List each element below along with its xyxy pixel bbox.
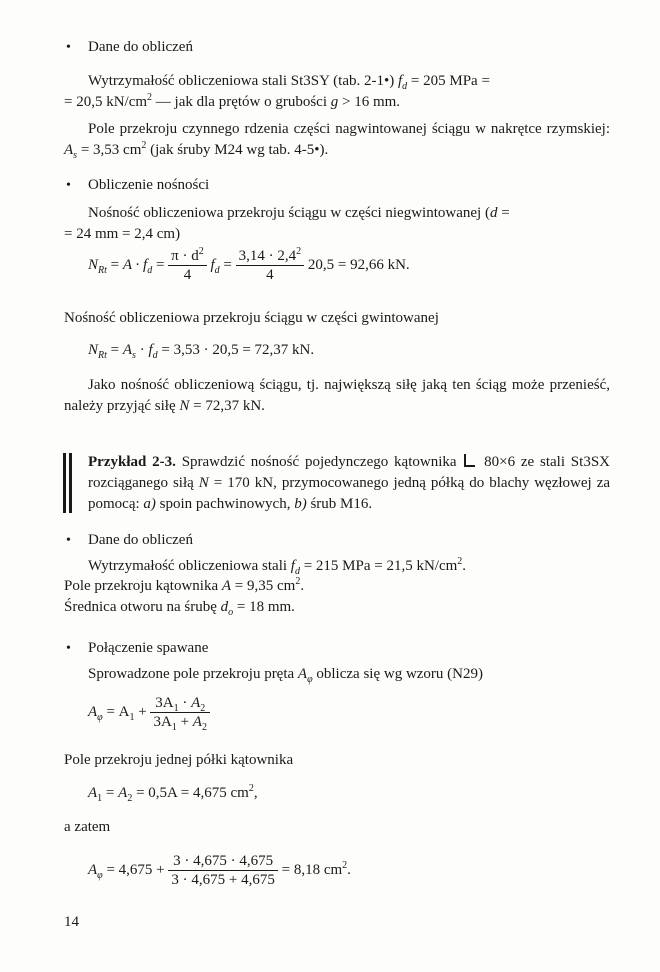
section-heading-dane-1: Dane do obliczeń (88, 39, 193, 55)
angle-section-icon (464, 454, 475, 467)
page-number: 14 (64, 914, 79, 930)
paragraph-pole-katownika: Pole przekroju kątownika A = 9,35 $cm^2$. (64, 576, 305, 594)
equation-nrt-1: $N_{Rt} = A \cdot f_d$ = $\frac{\pi \cdot d^2}{4}$ $f_d$ = $\frac{3,14 \cdot 2,4^2}{4}$ 20,5 = 92,66 kN. (88, 246, 410, 283)
paragraph-pole-polki: Pole przekroju jednej półki kątownika (64, 752, 294, 768)
paragraph-nosnosc-niegwint-cont: = 24 mm = 2,4 cm) (64, 226, 181, 242)
paragraph-srednica: Średnica otworu na śrubę $d_o = 18$ mm. (64, 599, 295, 618)
equation-aphi-formula: $A_\varphi = A_1$ + $\frac{3A_1 \cdot A_2}{3A_1 + A_2}$ (88, 694, 210, 731)
bullet-icon: • (66, 533, 71, 548)
example-2-3: Przykład 2-3. Sprawdzić nośność pojedynczego kątownika 80×6 ze stali St3SX rozciąganego siłą N = 170 kN, przymocowanego jedną półką do blachy węzłowej za pomocą: a) spoin pachwinowych, b) śrub M16. (88, 454, 611, 512)
paragraph-jako-nosnosc: Jako nośność obliczeniową ściągu, tj. największą siłę jaką ten ściąg może przenieść, należy przyjąć siłę N = 72,37 kN. (64, 377, 610, 414)
paragraph-wytrzymalosc-215: Wytrzymałość obliczeniowa stali $f_d = 215$ MPa = 21,5 $kN/cm^2$. (88, 556, 467, 577)
paragraph-wytrzymalosc: Wytrzymałość obliczeniowa stali St3SY (tab. 2-1•) $f_d = 205$ MPa = (88, 73, 490, 92)
section-heading-spawane: Połączenie spawane (88, 640, 209, 656)
fraction-pi-d2: $\frac{\pi \cdot d^2}{4}$ (168, 247, 207, 284)
fraction-a1a2: $\frac{3A_1 \cdot A_2}{3A_1 + A_2}$ (150, 694, 209, 731)
bullet-icon: • (66, 641, 71, 656)
paragraph-a-zatem: a zatem (64, 819, 111, 835)
paragraph-nosnosc-niegwint: Nośność obliczeniowa przekroju ściągu w części niegwintowanej (d = (88, 205, 510, 221)
equation-a1-a2: $A_1 = A_2 = 0,5A = 4,675$ $cm^2$, (88, 783, 258, 804)
bullet-icon: • (66, 178, 71, 193)
paragraph-pole-rdzenia: Pole przekroju czynnego rdzenia części nagwintowanej ściągu w nakrętce rzymskiej: $A_s = 3,53$ $cm^2$ (jak śruby M24 wg tab. 4-5•). (64, 121, 610, 161)
paragraph-sprowadzone-pole: Sprowadzone pole przekroju pręta $A_\varphi$ oblicza się wg wzoru (N29) (88, 666, 484, 685)
paragraph-nosnosc-gwint: Nośność obliczeniowa przekroju ściągu w części gwintowanej (64, 310, 439, 326)
fraction-numeric-result: $\frac{3 \cdot 4,675 \cdot 4,675}{3 \cdot 4,675 + 4,675}$ (168, 852, 277, 889)
bullet-icon: • (66, 40, 71, 55)
fraction-numeric: $\frac{3,14 \cdot 2,4^2}{4}$ (236, 247, 305, 284)
example-marker-bars (63, 453, 75, 513)
equation-nrt-2: $N_{Rt} = A_s \cdot f_d = 3,53 \cdot 20,5 = 72,37$ kN. (88, 342, 315, 361)
paragraph-wytrzymalosc-cont: = 20,5 $kN/cm^2$ — jak dla prętów o grubości g > 16 mm. (64, 92, 401, 110)
section-heading-dane-2: Dane do obliczeń (88, 532, 193, 548)
equation-aphi-result: $A_\varphi = 4,675$ + $\frac{3 \cdot 4,675 \cdot 4,675}{3 \cdot 4,675 + 4,675}$ = 8,18 $cm^2$. (88, 853, 351, 888)
section-heading-obliczenie: Obliczenie nośności (88, 177, 210, 193)
